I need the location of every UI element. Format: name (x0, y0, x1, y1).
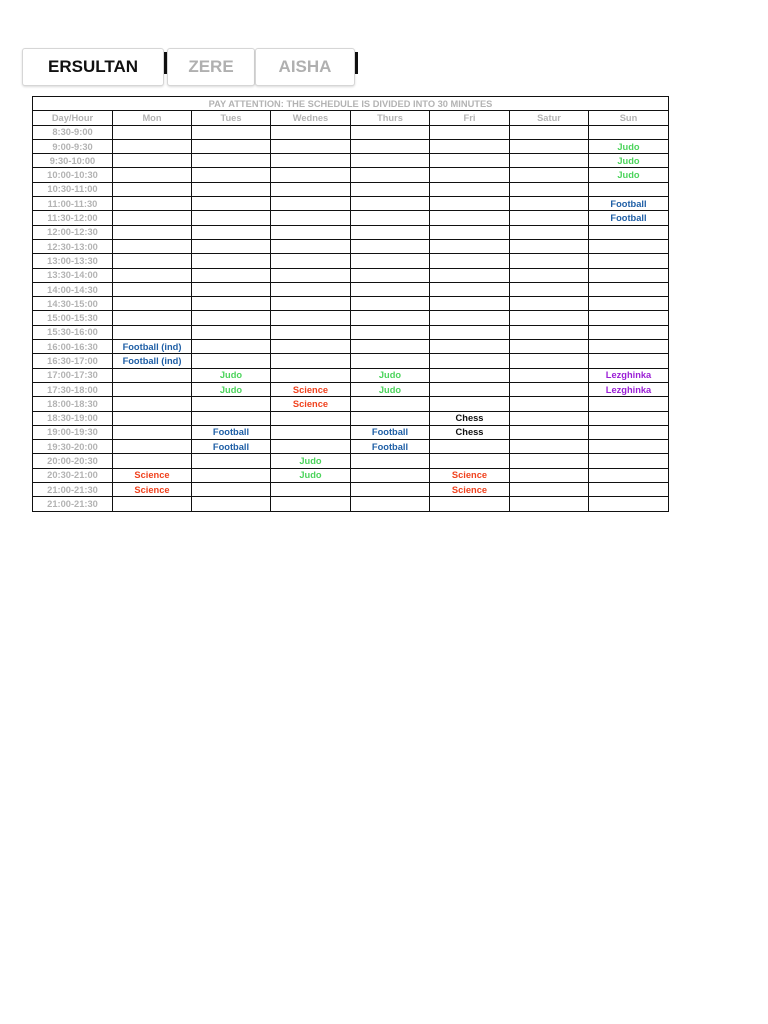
schedule-cell[interactable]: Judo (271, 468, 351, 482)
schedule-cell[interactable]: Science (113, 468, 192, 482)
schedule-cell[interactable] (510, 340, 589, 354)
schedule-cell[interactable] (510, 411, 589, 425)
schedule-cell[interactable] (351, 168, 430, 182)
schedule-cell[interactable] (589, 397, 669, 411)
schedule-cell[interactable] (351, 468, 430, 482)
schedule-cell[interactable] (430, 154, 510, 168)
schedule-cell[interactable] (351, 239, 430, 253)
header-cell: Thurs (351, 111, 430, 125)
schedule-cell[interactable] (351, 125, 430, 139)
schedule-cell[interactable] (351, 211, 430, 225)
schedule-cell[interactable] (271, 411, 351, 425)
schedule-cell[interactable] (510, 239, 589, 253)
time-slot-cell[interactable]: 10:00-10:30 (33, 168, 113, 182)
schedule-cell[interactable] (113, 411, 192, 425)
schedule-cell[interactable] (271, 297, 351, 311)
schedule-row (33, 297, 669, 311)
schedule-cell[interactable] (113, 211, 192, 225)
schedule-row (33, 182, 669, 196)
schedule-cell[interactable] (271, 368, 351, 382)
schedule-cell[interactable] (192, 139, 271, 153)
schedule-row (33, 411, 669, 425)
time-slot-cell[interactable]: 14:00-14:30 (33, 282, 113, 296)
time-slot-cell[interactable]: 8:30-9:00 (33, 125, 113, 139)
schedule-cell[interactable] (510, 454, 589, 468)
time-slot-cell[interactable]: 16:30-17:00 (33, 354, 113, 368)
schedule-cell[interactable] (113, 182, 192, 196)
schedule-cell[interactable] (113, 311, 192, 325)
schedule-cell[interactable] (510, 268, 589, 282)
schedule-cell[interactable]: Science (113, 483, 192, 497)
schedule-cell[interactable] (430, 211, 510, 225)
time-slot-cell[interactable]: 13:30-14:00 (33, 268, 113, 282)
schedule-cell[interactable] (271, 340, 351, 354)
header-cell: Sun (589, 111, 669, 125)
schedule-cell[interactable]: Judo (351, 368, 430, 382)
schedule-cell[interactable] (271, 197, 351, 211)
schedule-cell[interactable] (192, 282, 271, 296)
schedule-cell[interactable] (430, 440, 510, 454)
schedule-cell[interactable] (113, 168, 192, 182)
schedule-row (33, 497, 669, 511)
schedule-cell[interactable] (192, 411, 271, 425)
schedule-cell[interactable]: Football (589, 197, 669, 211)
schedule-cell[interactable] (271, 182, 351, 196)
schedule-cell[interactable] (192, 397, 271, 411)
schedule-cell[interactable] (271, 211, 351, 225)
schedule-row (33, 168, 669, 182)
schedule-row (33, 154, 669, 168)
schedule-cell[interactable] (430, 268, 510, 282)
schedule-cell[interactable]: Judo (589, 168, 669, 182)
schedule-cell[interactable] (430, 125, 510, 139)
schedule-cell[interactable]: Football (192, 440, 271, 454)
schedule-cell[interactable] (351, 282, 430, 296)
schedule-cell[interactable] (113, 368, 192, 382)
schedule-cell[interactable] (430, 397, 510, 411)
schedule-cell[interactable] (510, 125, 589, 139)
schedule-cell[interactable] (430, 325, 510, 339)
header-cell: Mon (113, 111, 192, 125)
schedule-cell[interactable] (510, 368, 589, 382)
time-slot-cell[interactable]: 18:30-19:00 (33, 411, 113, 425)
schedule-cell[interactable] (510, 382, 589, 396)
schedule-cell[interactable] (113, 297, 192, 311)
time-slot-cell[interactable]: 19:00-19:30 (33, 425, 113, 439)
time-slot-cell[interactable]: 11:00-11:30 (33, 197, 113, 211)
schedule-cell[interactable] (113, 139, 192, 153)
header-cell: Tues (192, 111, 271, 125)
schedule-cell[interactable]: Judo (271, 454, 351, 468)
schedule-cell[interactable] (510, 139, 589, 153)
schedule-cell[interactable] (113, 239, 192, 253)
time-slot-cell[interactable]: 10:30-11:00 (33, 182, 113, 196)
schedule-cell[interactable] (113, 154, 192, 168)
schedule-cell[interactable] (510, 397, 589, 411)
schedule-cell[interactable] (589, 440, 669, 454)
schedule-cell[interactable] (351, 483, 430, 497)
schedule-cell[interactable] (510, 483, 589, 497)
schedule-cell[interactable] (430, 297, 510, 311)
schedule-cell[interactable] (192, 254, 271, 268)
time-slot-cell[interactable]: 12:30-13:00 (33, 239, 113, 253)
schedule-cell[interactable] (271, 425, 351, 439)
schedule-cell[interactable]: Science (430, 483, 510, 497)
schedule-cell[interactable] (113, 125, 192, 139)
schedule-cell[interactable] (113, 454, 192, 468)
time-slot-cell[interactable]: 21:00-21:30 (33, 497, 113, 511)
schedule-cell[interactable] (271, 311, 351, 325)
schedule-row (33, 282, 669, 296)
schedule-cell[interactable] (351, 325, 430, 339)
schedule-cell[interactable] (589, 425, 669, 439)
schedule-cell[interactable] (192, 125, 271, 139)
time-slot-cell[interactable]: 20:00-20:30 (33, 454, 113, 468)
schedule-cell[interactable]: Judo (192, 368, 271, 382)
schedule-cell[interactable]: Science (430, 468, 510, 482)
schedule-cell[interactable]: Judo (589, 154, 669, 168)
schedule-cell[interactable] (192, 182, 271, 196)
schedule-cell[interactable] (113, 197, 192, 211)
schedule-cell[interactable] (510, 211, 589, 225)
schedule-cell[interactable] (430, 282, 510, 296)
schedule-cell[interactable] (192, 225, 271, 239)
schedule-cell[interactable] (510, 225, 589, 239)
header-cell: Fri (430, 111, 510, 125)
tab-ersultan[interactable]: ERSULTAN (22, 48, 164, 86)
time-slot-cell[interactable]: 14:30-15:00 (33, 297, 113, 311)
schedule-cell[interactable] (113, 440, 192, 454)
schedule-row (33, 468, 669, 482)
schedule-cell[interactable]: Football (192, 425, 271, 439)
schedule-cell[interactable] (589, 340, 669, 354)
schedule-cell[interactable] (430, 225, 510, 239)
schedule-cell[interactable] (192, 168, 271, 182)
schedule-cell[interactable] (510, 182, 589, 196)
schedule-cell[interactable] (510, 297, 589, 311)
schedule-table (32, 96, 669, 512)
schedule-cell[interactable]: Judo (351, 382, 430, 396)
schedule-cell[interactable] (589, 282, 669, 296)
schedule-row (33, 211, 669, 225)
schedule-row (33, 397, 669, 411)
schedule-cell[interactable]: Football (589, 211, 669, 225)
schedule-cell[interactable]: Football (ind) (113, 340, 192, 354)
schedule-cell[interactable] (430, 239, 510, 253)
schedule-cell[interactable] (351, 197, 430, 211)
schedule-cell[interactable] (351, 411, 430, 425)
schedule-cell[interactable] (430, 497, 510, 511)
schedule-cell[interactable] (192, 468, 271, 482)
schedule-row (33, 311, 669, 325)
schedule-cell[interactable] (113, 397, 192, 411)
schedule-cell[interactable] (113, 268, 192, 282)
schedule-cell[interactable] (271, 497, 351, 511)
schedule-cell[interactable] (430, 368, 510, 382)
schedule-cell[interactable] (351, 454, 430, 468)
schedule-row (33, 454, 669, 468)
schedule-row (33, 382, 669, 396)
schedule-cell[interactable] (510, 311, 589, 325)
schedule-cell[interactable]: Chess (430, 425, 510, 439)
schedule-cell[interactable] (510, 497, 589, 511)
schedule-cell[interactable] (589, 454, 669, 468)
schedule-cell[interactable] (589, 125, 669, 139)
schedule-cell[interactable] (510, 282, 589, 296)
schedule-cell[interactable] (271, 139, 351, 153)
schedule-cell[interactable] (589, 254, 669, 268)
schedule-cell[interactable] (510, 354, 589, 368)
schedule-row (33, 354, 669, 368)
schedule-cell[interactable] (510, 154, 589, 168)
schedule-cell[interactable] (113, 497, 192, 511)
schedule-cell[interactable] (430, 168, 510, 182)
schedule-row (33, 125, 669, 139)
schedule-cell[interactable] (430, 197, 510, 211)
schedule-cell[interactable] (589, 483, 669, 497)
schedule-cell[interactable] (589, 268, 669, 282)
schedule-cell[interactable] (510, 425, 589, 439)
schedule-row (33, 340, 669, 354)
schedule-cell[interactable] (351, 397, 430, 411)
schedule-cell[interactable]: Football (351, 440, 430, 454)
schedule-cell[interactable] (510, 254, 589, 268)
schedule-cell[interactable] (351, 354, 430, 368)
schedule-cell[interactable] (271, 440, 351, 454)
schedule-cell[interactable] (589, 239, 669, 253)
schedule-cell[interactable] (589, 354, 669, 368)
schedule-cell[interactable] (351, 139, 430, 153)
schedule-cell[interactable] (430, 454, 510, 468)
banner-row (33, 97, 669, 111)
schedule-cell[interactable] (430, 340, 510, 354)
time-slot-cell[interactable]: 13:00-13:30 (33, 254, 113, 268)
schedule-cell[interactable] (351, 154, 430, 168)
schedule-cell[interactable] (589, 297, 669, 311)
header-cell: Day/Hour (33, 111, 113, 125)
schedule-row (33, 254, 669, 268)
schedule-row (33, 268, 669, 282)
schedule-cell[interactable] (510, 468, 589, 482)
time-slot-cell[interactable]: 12:00-12:30 (33, 225, 113, 239)
schedule-cell[interactable] (113, 282, 192, 296)
schedule-cell[interactable] (113, 382, 192, 396)
header-cell: Satur (510, 111, 589, 125)
schedule-cell[interactable] (351, 311, 430, 325)
schedule-cell[interactable]: Lezghinka (589, 382, 669, 396)
schedule-cell[interactable] (271, 268, 351, 282)
time-slot-cell[interactable]: 19:30-20:00 (33, 440, 113, 454)
schedule-cell[interactable] (192, 297, 271, 311)
tab-zere[interactable]: ZERE (167, 48, 255, 86)
schedule-cell[interactable] (113, 254, 192, 268)
schedule-cell[interactable] (430, 382, 510, 396)
schedule-cell[interactable] (430, 182, 510, 196)
schedule-cell[interactable] (430, 139, 510, 153)
schedule-cell[interactable] (589, 468, 669, 482)
schedule-cell[interactable] (113, 325, 192, 339)
schedule-cell[interactable] (430, 254, 510, 268)
schedule-cell[interactable] (351, 182, 430, 196)
schedule-cell[interactable] (192, 239, 271, 253)
schedule-cell[interactable] (510, 440, 589, 454)
schedule-cell[interactable] (430, 311, 510, 325)
schedule-cell[interactable] (192, 197, 271, 211)
schedule-cell[interactable] (192, 211, 271, 225)
schedule-cell[interactable] (192, 340, 271, 354)
schedule-cell[interactable] (192, 325, 271, 339)
schedule-cell[interactable] (192, 311, 271, 325)
schedule-cell[interactable] (271, 125, 351, 139)
schedule-cell[interactable] (192, 268, 271, 282)
schedule-cell[interactable] (589, 411, 669, 425)
tab-aisha[interactable]: AISHA (255, 48, 355, 86)
schedule-cell[interactable] (192, 154, 271, 168)
schedule-cell[interactable] (271, 354, 351, 368)
time-slot-cell[interactable]: 17:00-17:30 (33, 368, 113, 382)
schedule-cell[interactable] (192, 454, 271, 468)
schedule-cell[interactable] (351, 225, 430, 239)
schedule-cell[interactable]: Judo (192, 382, 271, 396)
time-slot-cell[interactable]: 21:00-21:30 (33, 483, 113, 497)
schedule-cell[interactable] (589, 182, 669, 196)
schedule-cell[interactable]: Science (271, 382, 351, 396)
time-slot-cell[interactable]: 11:30-12:00 (33, 211, 113, 225)
time-slot-cell[interactable]: 17:30-18:00 (33, 382, 113, 396)
schedule-cell[interactable]: Chess (430, 411, 510, 425)
schedule-cell[interactable]: Judo (589, 139, 669, 153)
schedule-cell[interactable] (351, 340, 430, 354)
schedule-cell[interactable] (271, 225, 351, 239)
schedule-cell[interactable] (192, 483, 271, 497)
schedule-body (33, 97, 669, 512)
time-slot-cell[interactable]: 9:00-9:30 (33, 139, 113, 153)
schedule-cell[interactable]: Football (ind) (113, 354, 192, 368)
time-slot-cell[interactable]: 16:00-16:30 (33, 340, 113, 354)
schedule-cell[interactable] (430, 354, 510, 368)
schedule-row (33, 368, 669, 382)
schedule-row (33, 425, 669, 439)
schedule-cell[interactable] (589, 311, 669, 325)
schedule-cell[interactable] (351, 297, 430, 311)
schedule-cell[interactable] (351, 268, 430, 282)
schedule-cell[interactable] (271, 483, 351, 497)
schedule-cell[interactable] (351, 497, 430, 511)
time-slot-cell[interactable]: 9:30-10:00 (33, 154, 113, 168)
schedule-row (33, 139, 669, 153)
schedule-cell[interactable] (351, 254, 430, 268)
schedule-row (33, 239, 669, 253)
schedule-cell[interactable] (271, 254, 351, 268)
time-slot-cell[interactable]: 20:30-21:00 (33, 468, 113, 482)
schedule-cell[interactable] (113, 225, 192, 239)
time-slot-cell[interactable]: 15:30-16:00 (33, 325, 113, 339)
schedule-cell[interactable] (113, 425, 192, 439)
schedule-row (33, 440, 669, 454)
schedule-cell[interactable]: Lezghinka (589, 368, 669, 382)
time-slot-cell[interactable]: 18:00-18:30 (33, 397, 113, 411)
schedule-cell[interactable] (271, 239, 351, 253)
schedule-cell[interactable] (271, 282, 351, 296)
time-slot-cell[interactable]: 15:00-15:30 (33, 311, 113, 325)
schedule-cell[interactable] (589, 497, 669, 511)
schedule-cell[interactable] (192, 497, 271, 511)
schedule-row (33, 197, 669, 211)
schedule-cell[interactable] (589, 325, 669, 339)
schedule-cell[interactable] (271, 154, 351, 168)
schedule-row (33, 483, 669, 497)
schedule-notice: PAY ATTENTION: THE SCHEDULE IS DIVIDED INTO 30 MINUTES (33, 97, 669, 111)
schedule-cell[interactable]: Science (271, 397, 351, 411)
sheet-tab-bar (22, 48, 358, 86)
schedule-cell[interactable] (510, 168, 589, 182)
schedule-sheet (32, 96, 668, 512)
schedule-cell[interactable] (510, 325, 589, 339)
schedule-cell[interactable] (271, 168, 351, 182)
schedule-cell[interactable] (192, 354, 271, 368)
schedule-row (33, 225, 669, 239)
header-cell: Wednes (271, 111, 351, 125)
schedule-cell[interactable] (589, 225, 669, 239)
schedule-cell[interactable] (510, 197, 589, 211)
schedule-cell[interactable] (271, 325, 351, 339)
schedule-cell[interactable]: Football (351, 425, 430, 439)
tab-separator (355, 52, 358, 74)
header-row (33, 111, 669, 125)
schedule-row (33, 325, 669, 339)
